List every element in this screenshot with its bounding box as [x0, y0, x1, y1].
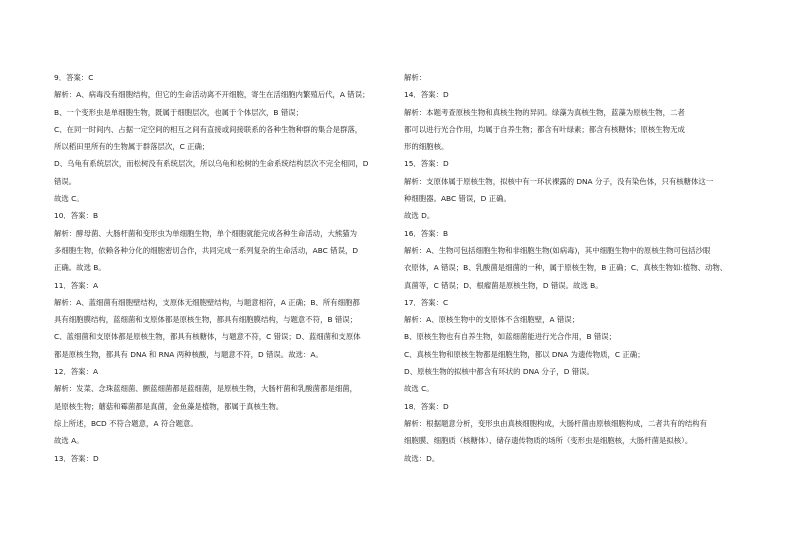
text-line: 解析：根据题意分析，变形虫由真核细胞构成，大肠杆菌由原核细胞构成，二者共有的结构有	[404, 418, 708, 428]
text-line: 解析：A、生物可包括细胞生物和非细胞生物(如病毒)，其中细胞生物中的原核生物可包括沙眼	[404, 245, 711, 255]
text-line: 11．答案：A	[54, 280, 99, 290]
text-line: 形的细胞核。	[404, 142, 449, 152]
text-line: 解析：支原体属于原核生物，拟核中有一环状裸露的 DNA 分子，没有染色体，只有核糖体这一	[404, 176, 714, 186]
text-line: 14．答案：D	[404, 90, 449, 100]
text-line: 解析：酵母菌、大肠杆菌和变形虫为单细胞生物，单个细胞就能完成各种生命活动，大熊猫为	[54, 228, 358, 238]
text-line: 错误。	[54, 176, 77, 186]
text-line: 多细胞生物，依赖各种分化的细胞密切合作，共同完成一系列复杂的生命活动，ABC 错误，D	[54, 245, 359, 255]
text-line: 是原核生物；蘑菇和霉菌都是真菌，金鱼藻是植物，都属于真核生物。	[54, 401, 284, 411]
text-line: 解析：发菜、念珠蓝细菌、颤蓝细菌都是蓝细菌，是原核生物，大肠杆菌和乳酸菌都是细菌，	[54, 384, 358, 394]
text-line: C、在同一时间内、占据一定空间的相互之间有直接或间接联系的各种生物种群的集合是群落，	[54, 124, 363, 134]
text-line: 故选 C。	[404, 384, 434, 394]
text-line: 故选 A。	[54, 436, 84, 446]
right-column	[404, 69, 736, 467]
text-line: 故选 C。	[54, 194, 84, 204]
text-line: 16．答案：B	[404, 228, 449, 238]
text-line: 解析：	[404, 73, 427, 82]
text-line: 解析：A、原核生物中的支原体不含细胞壁，A 错误；	[404, 315, 580, 325]
text-line: 故选：D。	[404, 453, 440, 463]
text-line: 18．答案：D	[404, 401, 449, 411]
text-line: C、真核生物和原核生物都是细胞生物，都以 DNA 为遗传物质，C 正确；	[404, 349, 645, 359]
left-column	[54, 69, 404, 467]
text-line: C、蓝细菌和支原体都是原核生物，都具有核糖体，与题意不符，C 错误；D、蓝细菌和支原体	[54, 332, 361, 342]
text-line: 种细胞器。ABC 错误，D 正确。	[404, 194, 511, 204]
text-line: 12．答案：A	[54, 367, 99, 377]
text-line: 细胞膜、细胞质（核糖体）、储存遗传物质的场所（变形虫是细胞核，大肠杆菌是拟核）。	[404, 436, 693, 446]
text-line: D、原核生物的拟核中都含有环状的 DNA 分子，D 错误。	[404, 367, 594, 377]
text-line: 故选 D。	[404, 211, 435, 221]
text-line: 9．答案：C	[54, 73, 94, 82]
text-line: 解析：A、病毒没有细胞结构，但它的生命活动离不开细胞，寄生在活细胞内繁殖后代，A 错误；	[54, 90, 370, 100]
text-line: 15．答案：D	[404, 159, 449, 169]
text-line: 都可以进行光合作用，均属于自养生物；都含有叶绿素；都含有核糖体；原核生物无成	[404, 124, 685, 134]
text-line: 都是原核生物，都具有 DNA 和 RNA 两种核酸，与题意不符，D 错误。故选：A。	[54, 349, 323, 359]
text-line: 综上所述，BCD 不符合题意，A 符合题意。	[54, 418, 198, 428]
text-line: B、一个变形虫是单细胞生物，既属于细胞层次，也属于个体层次，B 错误；	[54, 107, 303, 117]
text-line: 衣原体，A 错误；B、乳酸菌是细菌的一种，属于原核生物，B 正确；C、真核生物如:植物、动物、	[404, 263, 728, 273]
text-line: 17．答案：C	[404, 297, 449, 307]
text-line: B、原核生物也有自养生物，如蓝细菌能进行光合作用，B 错误；	[404, 332, 617, 342]
text-line: 解析：A、蓝细菌有细胞壁结构，支原体无细胞壁结构，与题意相符，A 正确；B、所有细胞都	[54, 297, 360, 307]
text-line: 具有细胞膜结构，蓝细菌和支原体都是原核生物，都具有细胞膜结构，与题意不符，B 错误；	[54, 315, 358, 325]
text-line: 解析：本题考查原核生物和真核生物的异同。绿藻为真核生物，蓝藻为原核生物，二者	[404, 107, 685, 117]
text-line: 正确。故选 B。	[54, 263, 106, 273]
text-line: D、乌龟有系统层次，而松树没有系统层次，所以乌龟和松树的生命系统结构层次不完全相同，D	[54, 159, 369, 169]
text-line: 真菌等，C 错误；D、根瘤菌是原核生物，D 错误。故选 B。	[404, 280, 603, 290]
text-line: 所以稻田里所有的生物属于群落层次，C 正确；	[54, 142, 210, 152]
text-line: 10．答案：B	[54, 211, 99, 221]
text-line: 13．答案：D	[54, 453, 99, 463]
